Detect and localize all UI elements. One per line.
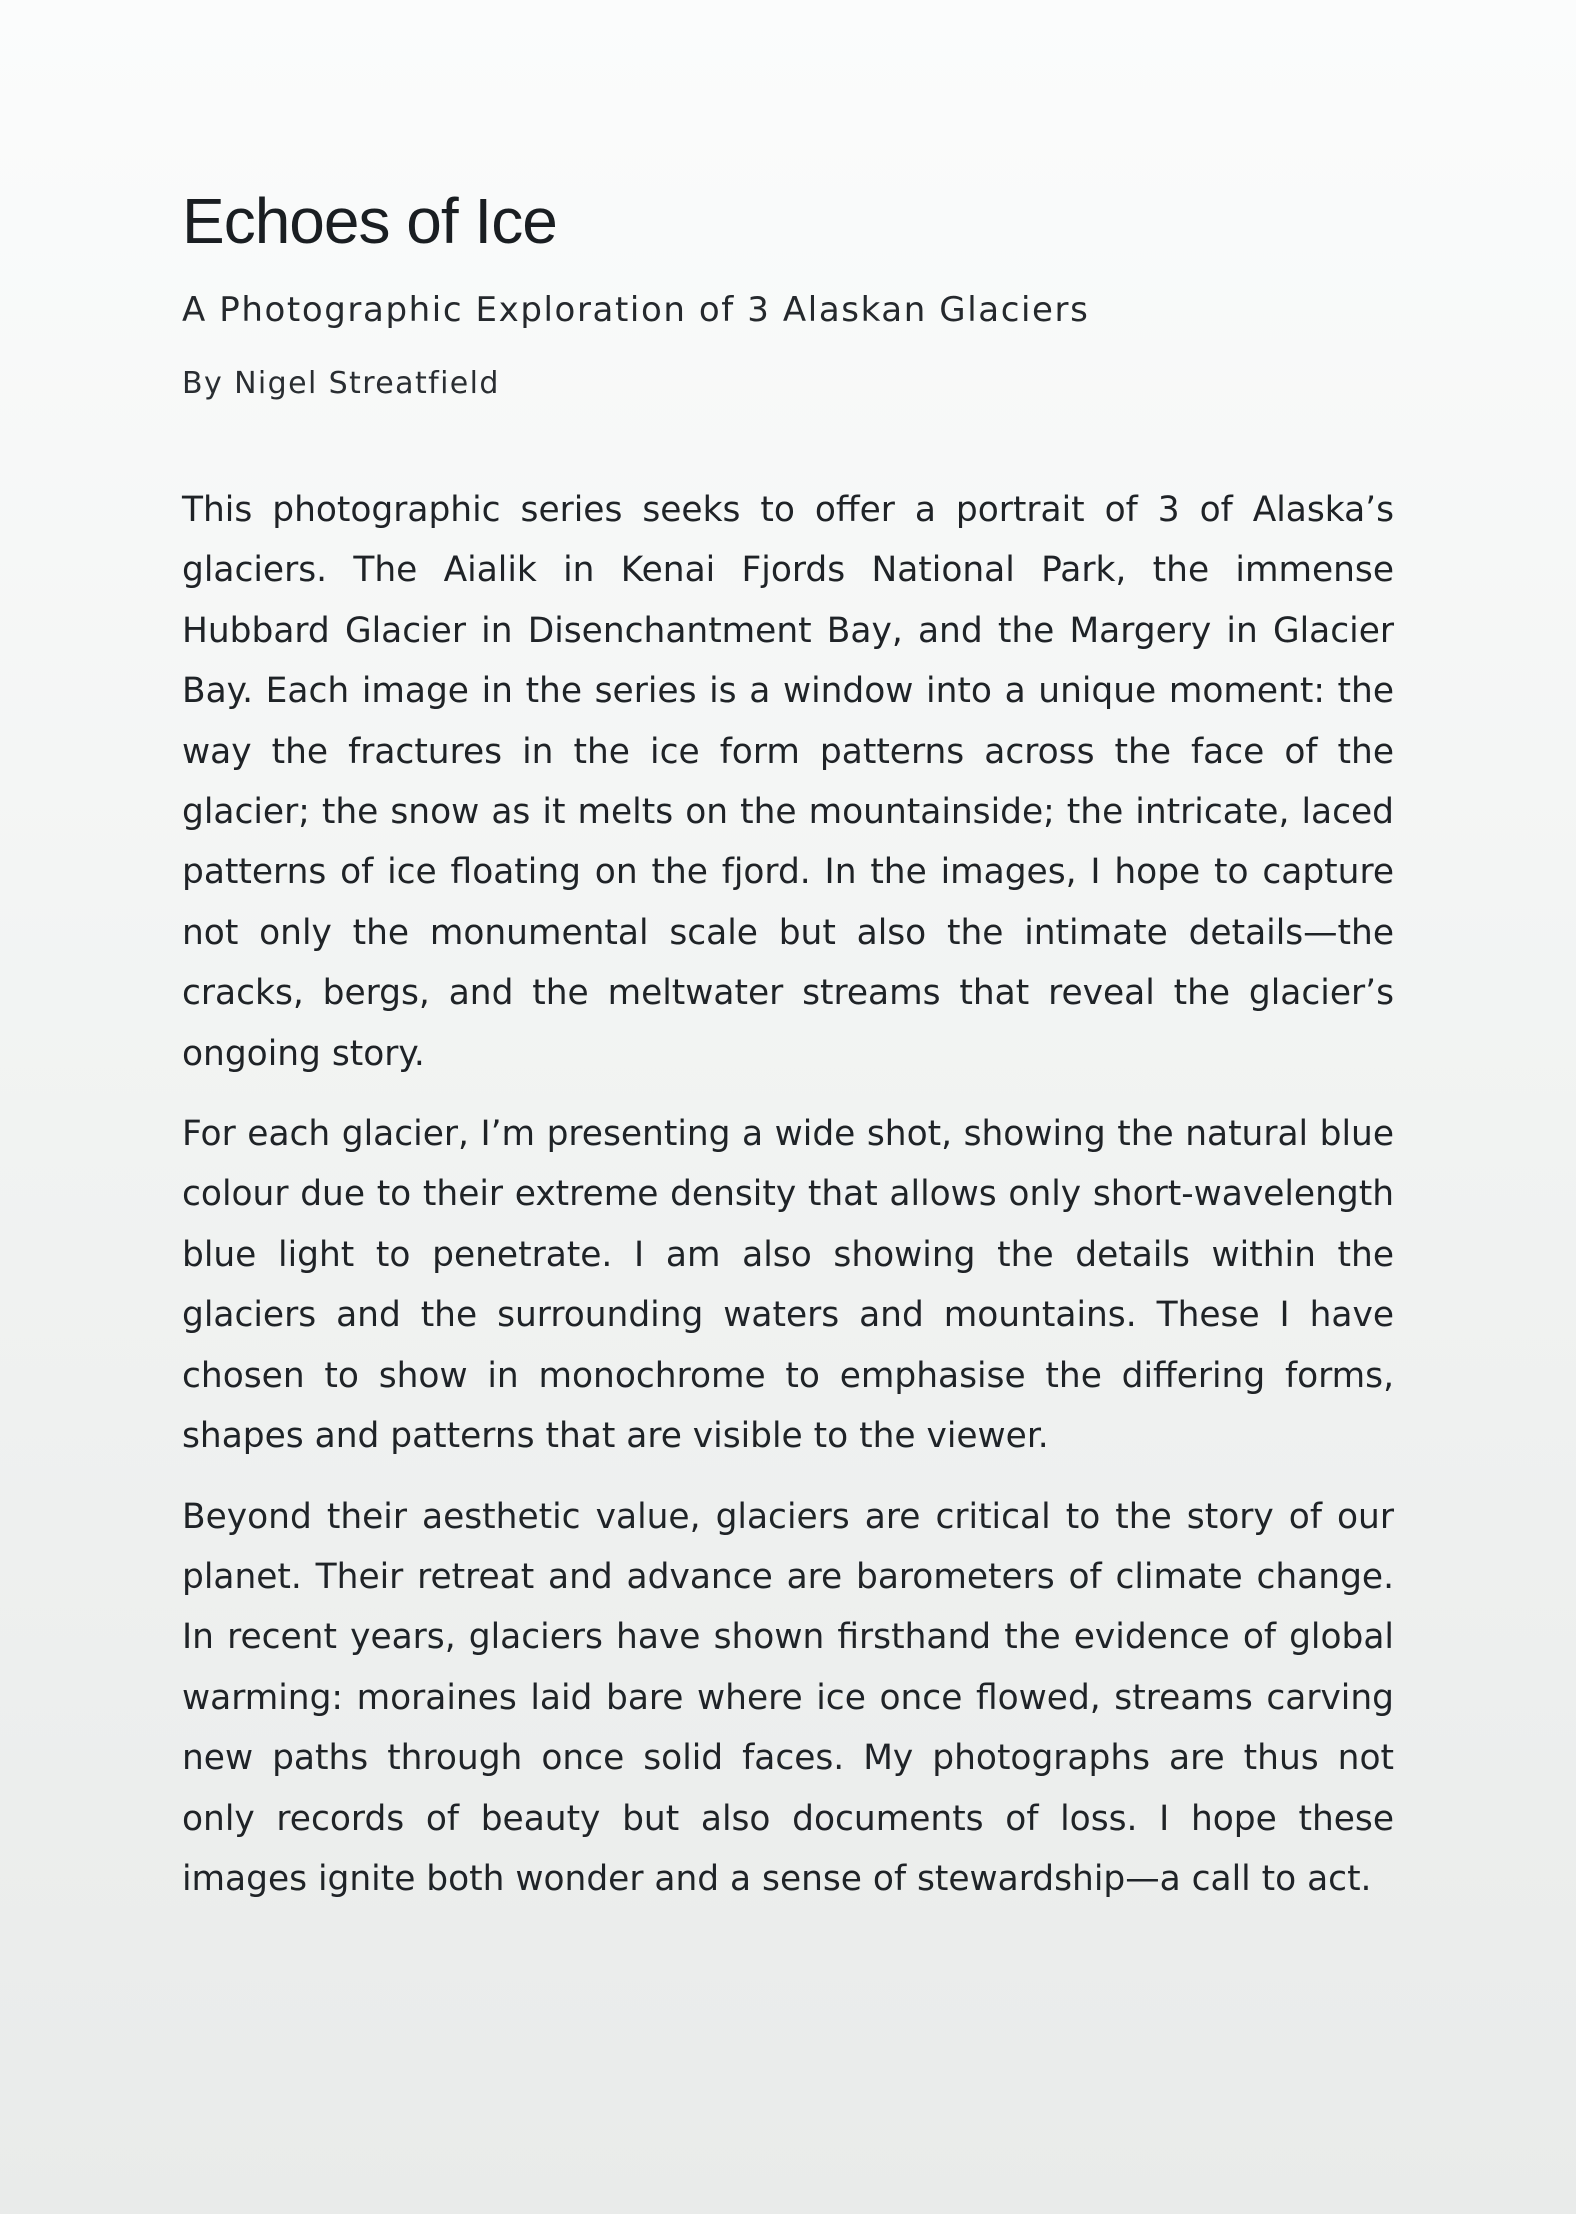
subtitle: A Photographic Exploration of 3 Alaskan Glaciers <box>182 290 1090 330</box>
author-byline: By Nigel Streatfield <box>182 366 500 401</box>
statement-paragraph-1: This photographic series seeks to offer a portrait of 3 of Alaska’s glaciers. The Aialik in Kenai Fjords National Park, the immense Hubbard Glacier in Disenchantment Bay, and the Margery in Glacier Bay. Each image in the series is a window into a unique moment: the way the fractures in the ice form patterns across the face of the glacier; the snow as it melts on the mountainside; the intricate, laced patterns of ice floating on the fjord. In the images, I hope to capture not only the monumental scale but also the intimate details—the cracks, bergs, and the meltwater streams that reveal the glacier’s ongoing story. <box>182 490 1394 1074</box>
artist-statement <box>182 480 1394 1929</box>
page-title: Echoes of Ice <box>182 185 557 257</box>
statement-paragraph-2: For each glacier, I’m presenting a wide shot, showing the natural blue colour due to their extreme density that allows only short-wavelength blue light to penetrate. I am also showing the details within the glaciers and the surrounding waters and mountains. These I have chosen to show in monochrome to emphasise the differing forms, shapes and patterns that are visible to the viewer. <box>182 1114 1394 1457</box>
statement-paragraph-3: Beyond their aesthetic value, glaciers are critical to the story of our planet. Their retreat and advance are barometers of climate change. In recent years, glaciers have shown firsthand the evidence of global warming: moraines laid bare where ice once flowed, streams carving new paths through once solid faces. My photographs are thus not only records of beauty but also documents of loss. I hope these images ignite both wonder and a sense of stewardship—a call to act. <box>182 1496 1394 1899</box>
